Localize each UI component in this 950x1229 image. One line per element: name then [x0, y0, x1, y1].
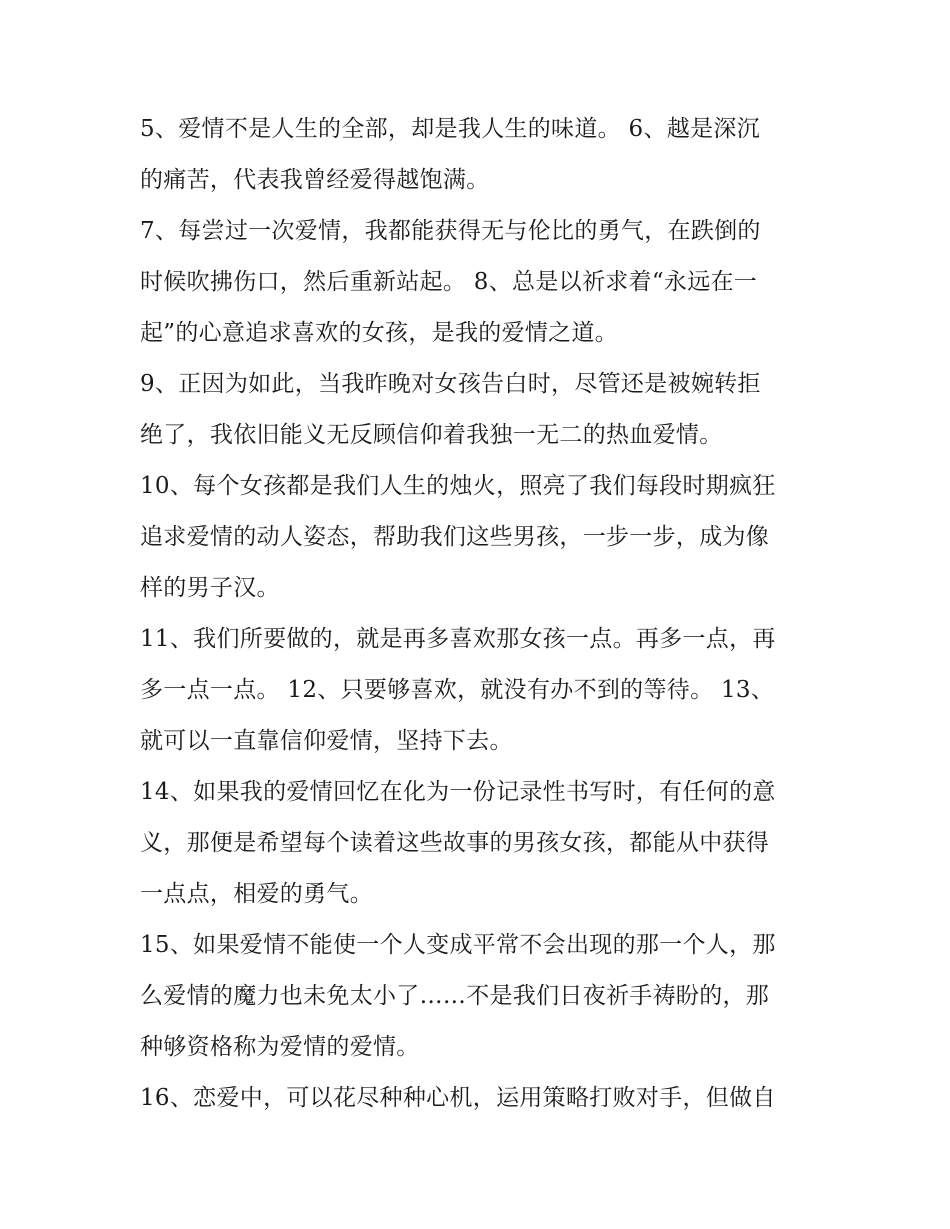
text-line: 多一点一点。 12、只要够喜欢，就没有办不到的等待。 13、: [140, 677, 775, 703]
text-line: 一点点，相爱的勇气。: [140, 881, 373, 907]
paragraph-9: [140, 359, 830, 461]
text-line: 7、每尝过一次爱情，我都能获得无与伦比的勇气，在跌倒的: [140, 218, 761, 244]
paragraph-7: [140, 206, 830, 359]
text-line: 绝了，我依旧能义无反顾信仰着我独一无二的热血爱情。: [140, 422, 723, 448]
text-line: 15、如果爱情不能使一个人变成平常不会出现的那一个人，那: [140, 932, 776, 958]
text-line: 起”的心意追求喜欢的女孩，是我的爱情之道。: [140, 320, 619, 346]
text-line: 样的男子汉。: [140, 575, 280, 601]
text-line: 9、正因为如此，当我昨晚对女孩告白时，尽管还是被婉转拒: [140, 371, 761, 397]
paragraph-5: [140, 104, 830, 206]
text-line: 种够资格称为爱情的爱情。: [140, 1034, 420, 1060]
text-line: 11、我们所要做的，就是再多喜欢那女孩一点。再多一点，再: [140, 626, 776, 652]
paragraph-11: [140, 614, 830, 767]
text-line: 的痛苦，代表我曾经爱得越饱满。: [140, 167, 490, 193]
text-line: 16、恋爱中，可以花尽种种心机，运用策略打败对手，但做自: [140, 1085, 776, 1111]
paragraph-10: [140, 461, 830, 614]
text-line: 追求爱情的动人姿态，帮助我们这些男孩，一步一步，成为像: [140, 524, 770, 550]
document-body: [140, 104, 830, 1124]
paragraph-14: [140, 767, 830, 920]
text-line: 么爱情的魔力也未免太小了……不是我们日夜祈手祷盼的，那: [140, 983, 770, 1009]
text-line: 时候吹拂伤口，然后重新站起。 8、总是以祈求着“永远在一: [140, 269, 758, 295]
text-line: 5、爱情不是人生的全部，却是我人生的味道。 6、越是深沉: [140, 116, 760, 142]
text-line: 10、每个女孩都是我们人生的烛火，照亮了我们每段时期疯狂: [140, 473, 776, 499]
paragraph-16: [140, 1073, 830, 1124]
paragraph-15: [140, 920, 830, 1073]
text-line: 14、如果我的爱情回忆在化为一份记录性书写时，有任何的意: [140, 779, 776, 805]
text-line: 就可以一直靠信仰爱情，坚持下去。: [140, 728, 513, 754]
text-line: 义，那便是希望每个读着这些故事的男孩女孩，都能从中获得: [140, 830, 770, 856]
